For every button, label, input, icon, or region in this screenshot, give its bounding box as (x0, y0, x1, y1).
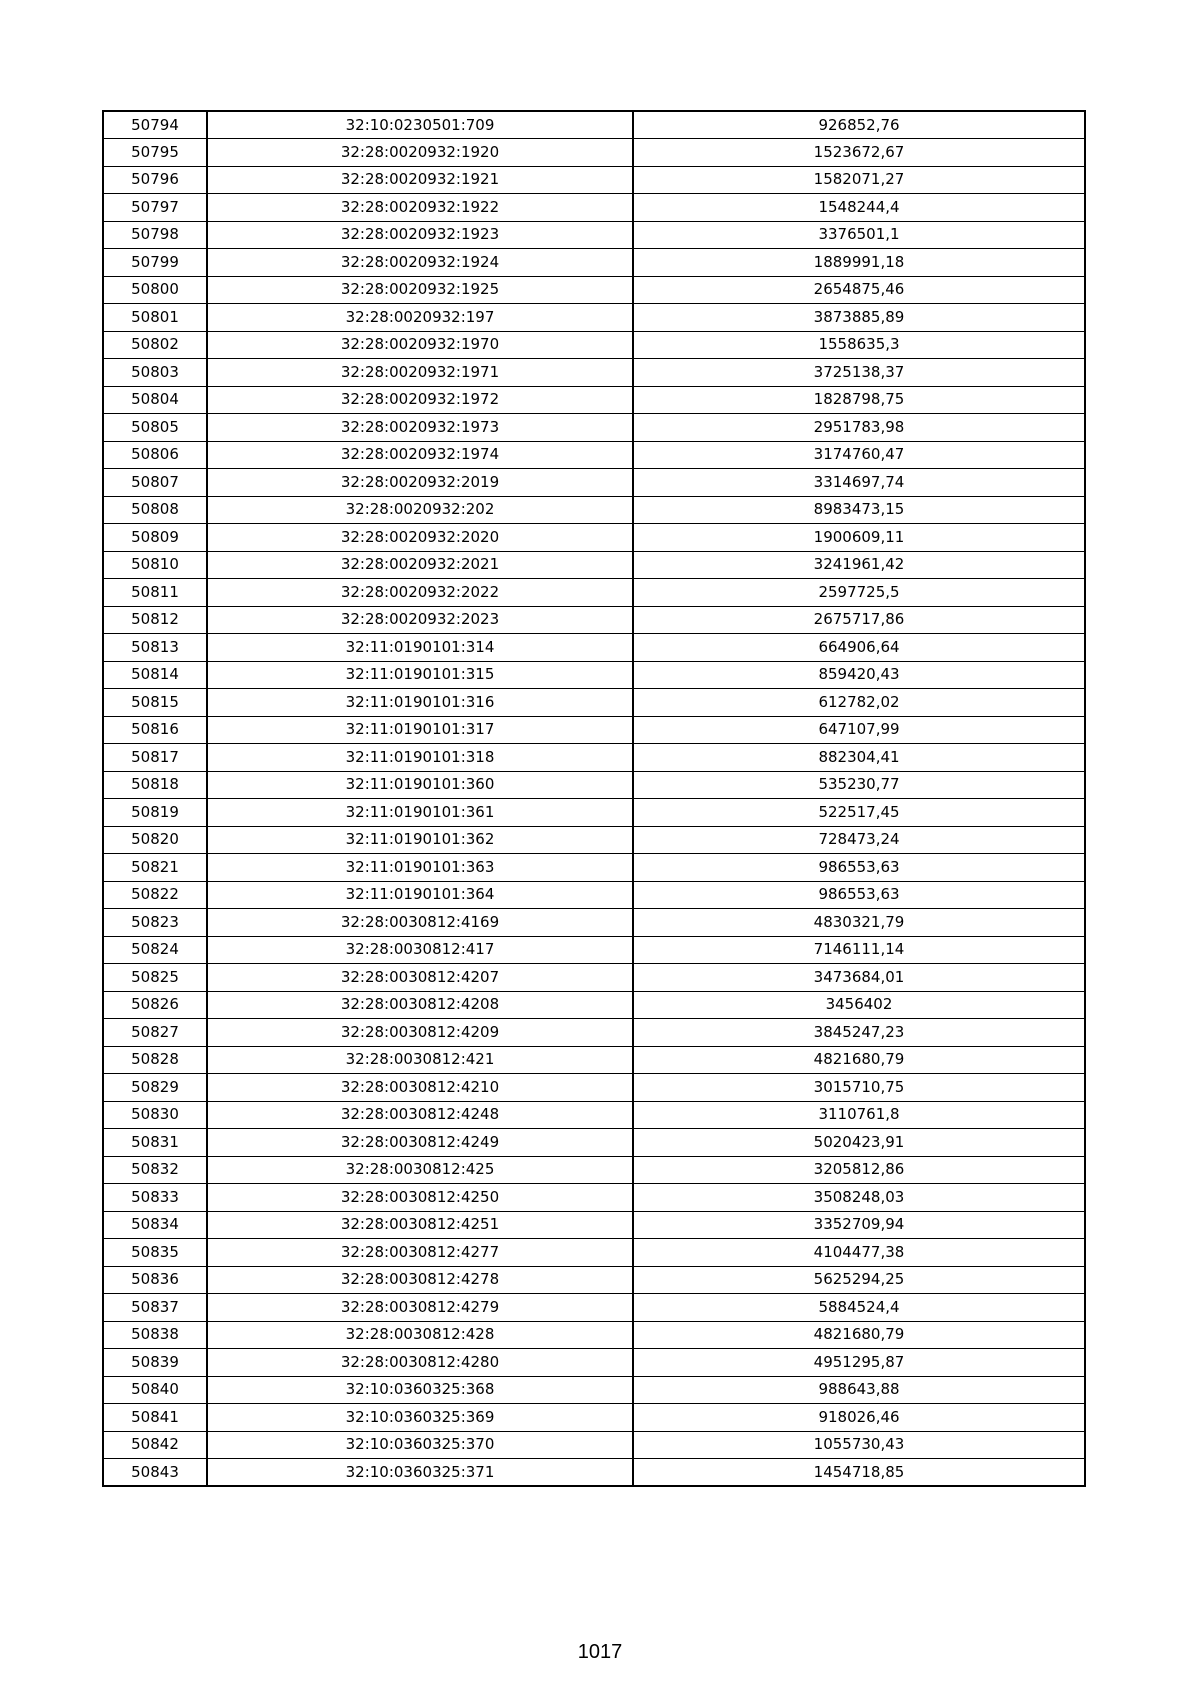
cadastral-number-cell: 32:28:0020932:197 (207, 304, 633, 332)
cadastral-number-cell: 32:28:0030812:4208 (207, 991, 633, 1019)
row-id-cell: 50827 (103, 1019, 207, 1047)
row-id-cell: 50823 (103, 909, 207, 937)
cadastral-number-cell: 32:28:0030812:4207 (207, 964, 633, 992)
row-id-cell: 50837 (103, 1294, 207, 1322)
cadastral-number-cell: 32:28:0020932:1970 (207, 331, 633, 359)
cadastral-number-cell: 32:28:0030812:4210 (207, 1074, 633, 1102)
table-row (103, 1101, 1085, 1129)
value-cell: 1828798,75 (633, 386, 1085, 414)
value-cell: 522517,45 (633, 799, 1085, 827)
row-id-cell: 50843 (103, 1459, 207, 1487)
value-cell: 988643,88 (633, 1376, 1085, 1404)
cadastral-number-cell: 32:11:0190101:317 (207, 716, 633, 744)
table-row (103, 414, 1085, 442)
table-row (103, 1431, 1085, 1459)
row-id-cell: 50839 (103, 1349, 207, 1377)
cadastral-number-cell: 32:10:0230501:709 (207, 111, 633, 139)
cadastral-number-cell: 32:11:0190101:364 (207, 881, 633, 909)
row-id-cell: 50806 (103, 441, 207, 469)
value-cell: 2597725,5 (633, 579, 1085, 607)
row-id-cell: 50834 (103, 1211, 207, 1239)
table-row (103, 111, 1085, 139)
cadastral-number-cell: 32:28:0030812:4248 (207, 1101, 633, 1129)
row-id-cell: 50824 (103, 936, 207, 964)
row-id-cell: 50802 (103, 331, 207, 359)
value-cell: 2951783,98 (633, 414, 1085, 442)
value-cell: 859420,43 (633, 661, 1085, 689)
row-id-cell: 50800 (103, 276, 207, 304)
data-table (102, 110, 1086, 1487)
row-id-cell: 50811 (103, 579, 207, 607)
value-cell: 1523672,67 (633, 139, 1085, 167)
row-id-cell: 50818 (103, 771, 207, 799)
value-cell: 7146111,14 (633, 936, 1085, 964)
value-cell: 1900609,11 (633, 524, 1085, 552)
value-cell: 3015710,75 (633, 1074, 1085, 1102)
row-id-cell: 50795 (103, 139, 207, 167)
value-cell: 4830321,79 (633, 909, 1085, 937)
cadastral-number-cell: 32:28:0020932:1973 (207, 414, 633, 442)
table-row (103, 1459, 1085, 1487)
cadastral-number-cell: 32:28:0030812:4169 (207, 909, 633, 937)
value-cell: 4821680,79 (633, 1321, 1085, 1349)
table-row (103, 524, 1085, 552)
table-row (103, 1239, 1085, 1267)
table-row (103, 909, 1085, 937)
table-row (103, 991, 1085, 1019)
value-cell: 1548244,4 (633, 194, 1085, 222)
table-row (103, 661, 1085, 689)
value-cell: 986553,63 (633, 881, 1085, 909)
table-row (103, 469, 1085, 497)
cadastral-number-cell: 32:28:0020932:202 (207, 496, 633, 524)
value-cell: 2675717,86 (633, 606, 1085, 634)
cadastral-number-cell: 32:28:0020932:2021 (207, 551, 633, 579)
table-row (103, 304, 1085, 332)
table-row (103, 826, 1085, 854)
table-row (103, 799, 1085, 827)
table-row (103, 771, 1085, 799)
cadastral-number-cell: 32:28:0020932:1925 (207, 276, 633, 304)
row-id-cell: 50831 (103, 1129, 207, 1157)
table-row (103, 1349, 1085, 1377)
value-cell: 3110761,8 (633, 1101, 1085, 1129)
row-id-cell: 50817 (103, 744, 207, 772)
cadastral-number-cell: 32:10:0360325:370 (207, 1431, 633, 1459)
cadastral-number-cell: 32:10:0360325:371 (207, 1459, 633, 1487)
value-cell: 5884524,4 (633, 1294, 1085, 1322)
value-cell: 882304,41 (633, 744, 1085, 772)
row-id-cell: 50826 (103, 991, 207, 1019)
value-cell: 2654875,46 (633, 276, 1085, 304)
table-row (103, 1376, 1085, 1404)
cadastral-number-cell: 32:11:0190101:315 (207, 661, 633, 689)
page-number: 1017 (577, 1641, 623, 1663)
row-id-cell: 50819 (103, 799, 207, 827)
cadastral-number-cell: 32:28:0020932:1920 (207, 139, 633, 167)
row-id-cell: 50835 (103, 1239, 207, 1267)
value-cell: 664906,64 (633, 634, 1085, 662)
row-id-cell: 50808 (103, 496, 207, 524)
row-id-cell: 50840 (103, 1376, 207, 1404)
value-cell: 3352709,94 (633, 1211, 1085, 1239)
table-row (103, 1184, 1085, 1212)
cadastral-number-cell: 32:28:0030812:428 (207, 1321, 633, 1349)
value-cell: 3456402 (633, 991, 1085, 1019)
table-row (103, 166, 1085, 194)
row-id-cell: 50809 (103, 524, 207, 552)
cadastral-number-cell: 32:28:0030812:4277 (207, 1239, 633, 1267)
row-id-cell: 50798 (103, 221, 207, 249)
cadastral-number-cell: 32:28:0020932:1921 (207, 166, 633, 194)
table-row (103, 1046, 1085, 1074)
table-row (103, 881, 1085, 909)
value-cell: 3508248,03 (633, 1184, 1085, 1212)
value-cell: 535230,77 (633, 771, 1085, 799)
row-id-cell: 50828 (103, 1046, 207, 1074)
cadastral-number-cell: 32:11:0190101:314 (207, 634, 633, 662)
table-row (103, 1266, 1085, 1294)
cadastral-number-cell: 32:28:0020932:2019 (207, 469, 633, 497)
cadastral-number-cell: 32:28:0020932:2020 (207, 524, 633, 552)
value-cell: 728473,24 (633, 826, 1085, 854)
table-row (103, 579, 1085, 607)
row-id-cell: 50804 (103, 386, 207, 414)
value-cell: 647107,99 (633, 716, 1085, 744)
row-id-cell: 50832 (103, 1156, 207, 1184)
value-cell: 3725138,37 (633, 359, 1085, 387)
cadastral-number-cell: 32:28:0030812:4279 (207, 1294, 633, 1322)
table-row (103, 139, 1085, 167)
value-cell: 3473684,01 (633, 964, 1085, 992)
cadastral-number-cell: 32:11:0190101:361 (207, 799, 633, 827)
cadastral-number-cell: 32:28:0030812:4249 (207, 1129, 633, 1157)
value-cell: 5020423,91 (633, 1129, 1085, 1157)
row-id-cell: 50836 (103, 1266, 207, 1294)
value-cell: 4951295,87 (633, 1349, 1085, 1377)
value-cell: 926852,76 (633, 111, 1085, 139)
cadastral-number-cell: 32:28:0020932:1923 (207, 221, 633, 249)
cadastral-number-cell: 32:28:0030812:4278 (207, 1266, 633, 1294)
row-id-cell: 50812 (103, 606, 207, 634)
table-row (103, 936, 1085, 964)
value-cell: 3845247,23 (633, 1019, 1085, 1047)
cadastral-number-cell: 32:28:0030812:4209 (207, 1019, 633, 1047)
row-id-cell: 50796 (103, 166, 207, 194)
row-id-cell: 50825 (103, 964, 207, 992)
table-row (103, 1129, 1085, 1157)
value-cell: 612782,02 (633, 689, 1085, 717)
table-row (103, 441, 1085, 469)
cadastral-number-cell: 32:11:0190101:360 (207, 771, 633, 799)
value-cell: 4821680,79 (633, 1046, 1085, 1074)
table-row (103, 249, 1085, 277)
row-id-cell: 50816 (103, 716, 207, 744)
table-row (103, 1156, 1085, 1184)
table-row (103, 276, 1085, 304)
table-row (103, 194, 1085, 222)
cadastral-number-cell: 32:28:0020932:1971 (207, 359, 633, 387)
row-id-cell: 50814 (103, 661, 207, 689)
table-row (103, 1404, 1085, 1432)
table-row (103, 1211, 1085, 1239)
cadastral-number-cell: 32:28:0020932:2023 (207, 606, 633, 634)
table-row (103, 331, 1085, 359)
cadastral-number-cell: 32:28:0030812:425 (207, 1156, 633, 1184)
cadastral-number-cell: 32:28:0020932:1972 (207, 386, 633, 414)
table-row (103, 1074, 1085, 1102)
value-cell: 1454718,85 (633, 1459, 1085, 1487)
row-id-cell: 50841 (103, 1404, 207, 1432)
row-id-cell: 50829 (103, 1074, 207, 1102)
cadastral-number-cell: 32:28:0020932:2022 (207, 579, 633, 607)
table-row (103, 854, 1085, 882)
cadastral-number-cell: 32:10:0360325:368 (207, 1376, 633, 1404)
value-cell: 5625294,25 (633, 1266, 1085, 1294)
row-id-cell: 50797 (103, 194, 207, 222)
table-row (103, 496, 1085, 524)
row-id-cell: 50830 (103, 1101, 207, 1129)
cadastral-number-cell: 32:11:0190101:316 (207, 689, 633, 717)
table-row (103, 1294, 1085, 1322)
row-id-cell: 50833 (103, 1184, 207, 1212)
value-cell: 3205812,86 (633, 1156, 1085, 1184)
row-id-cell: 50799 (103, 249, 207, 277)
row-id-cell: 50801 (103, 304, 207, 332)
row-id-cell: 50813 (103, 634, 207, 662)
cadastral-number-cell: 32:28:0020932:1974 (207, 441, 633, 469)
row-id-cell: 50820 (103, 826, 207, 854)
row-id-cell: 50822 (103, 881, 207, 909)
table-row (103, 634, 1085, 662)
value-cell: 3314697,74 (633, 469, 1085, 497)
value-cell: 1889991,18 (633, 249, 1085, 277)
table-row (103, 221, 1085, 249)
value-cell: 3174760,47 (633, 441, 1085, 469)
row-id-cell: 50794 (103, 111, 207, 139)
cadastral-number-cell: 32:28:0030812:421 (207, 1046, 633, 1074)
row-id-cell: 50810 (103, 551, 207, 579)
row-id-cell: 50803 (103, 359, 207, 387)
value-cell: 3873885,89 (633, 304, 1085, 332)
value-cell: 8983473,15 (633, 496, 1085, 524)
value-cell: 1582071,27 (633, 166, 1085, 194)
row-id-cell: 50815 (103, 689, 207, 717)
cadastral-number-cell: 32:11:0190101:362 (207, 826, 633, 854)
cadastral-number-cell: 32:28:0020932:1924 (207, 249, 633, 277)
table-row (103, 386, 1085, 414)
table-row (103, 551, 1085, 579)
value-cell: 3241961,42 (633, 551, 1085, 579)
cadastral-number-cell: 32:10:0360325:369 (207, 1404, 633, 1432)
row-id-cell: 50821 (103, 854, 207, 882)
value-cell: 1558635,3 (633, 331, 1085, 359)
row-id-cell: 50805 (103, 414, 207, 442)
cadastral-number-cell: 32:28:0030812:4251 (207, 1211, 633, 1239)
row-id-cell: 50807 (103, 469, 207, 497)
table-row (103, 716, 1085, 744)
table-row (103, 689, 1085, 717)
cadastral-number-cell: 32:28:0030812:417 (207, 936, 633, 964)
table-row (103, 359, 1085, 387)
cadastral-number-cell: 32:11:0190101:318 (207, 744, 633, 772)
table-body (103, 111, 1085, 1486)
cadastral-number-cell: 32:28:0020932:1922 (207, 194, 633, 222)
row-id-cell: 50838 (103, 1321, 207, 1349)
cadastral-number-cell: 32:28:0030812:4250 (207, 1184, 633, 1212)
table-row (103, 1019, 1085, 1047)
value-cell: 918026,46 (633, 1404, 1085, 1432)
value-cell: 986553,63 (633, 854, 1085, 882)
value-cell: 4104477,38 (633, 1239, 1085, 1267)
table-row (103, 964, 1085, 992)
value-cell: 3376501,1 (633, 221, 1085, 249)
value-cell: 1055730,43 (633, 1431, 1085, 1459)
table-row (103, 744, 1085, 772)
row-id-cell: 50842 (103, 1431, 207, 1459)
table-row (103, 1321, 1085, 1349)
cadastral-number-cell: 32:11:0190101:363 (207, 854, 633, 882)
table-row (103, 606, 1085, 634)
cadastral-number-cell: 32:28:0030812:4280 (207, 1349, 633, 1377)
